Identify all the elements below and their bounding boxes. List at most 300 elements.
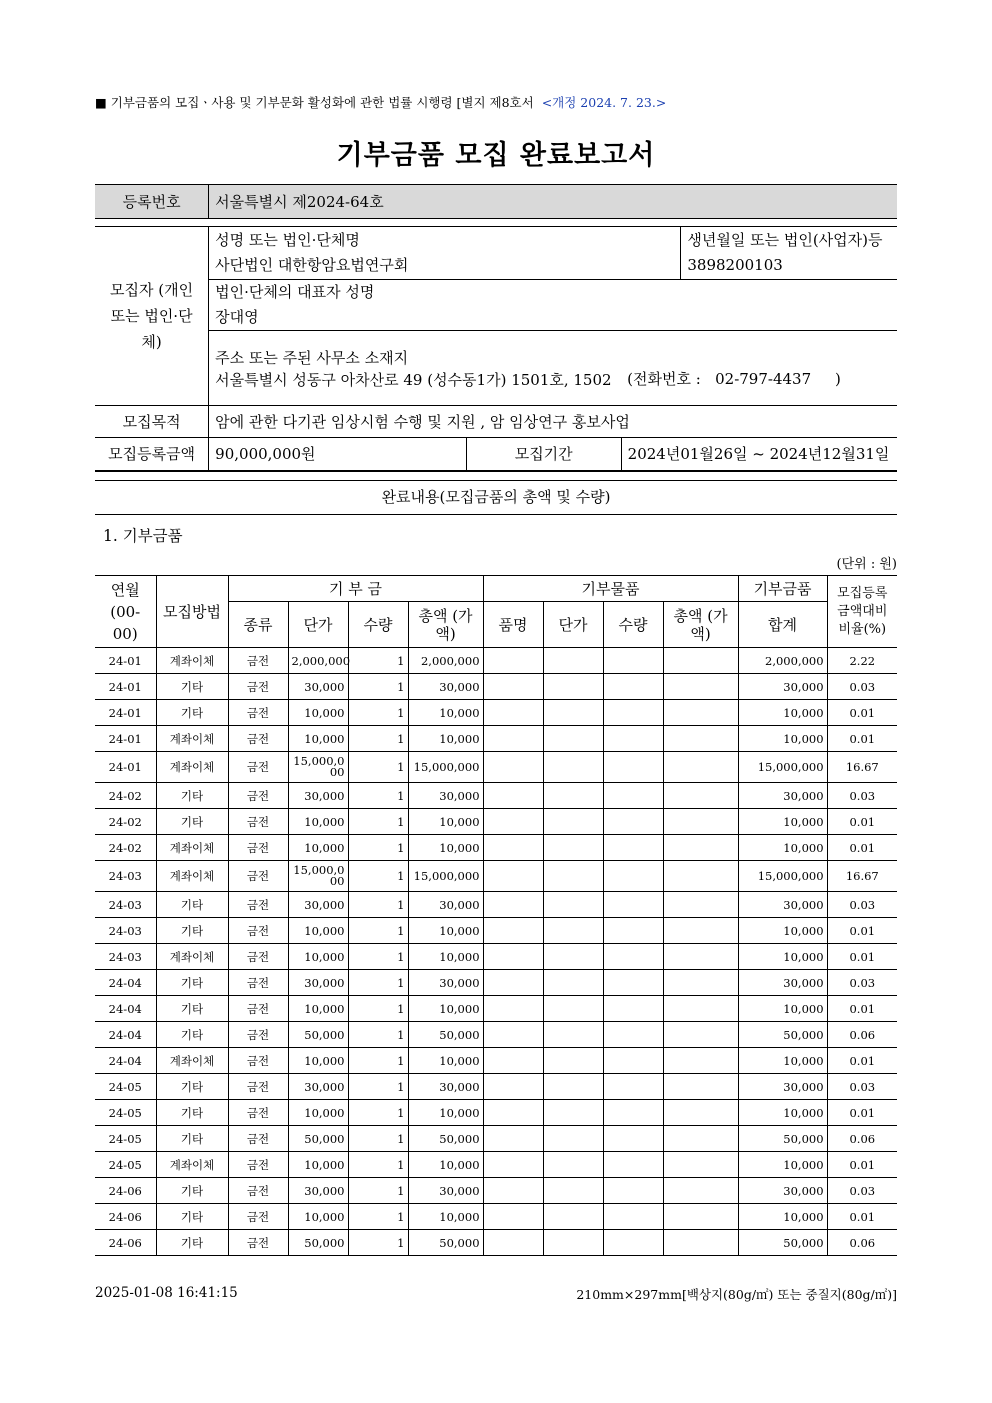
row-gunit	[543, 996, 603, 1022]
legal-reference	[95, 93, 666, 111]
row-qty: 1	[348, 648, 408, 674]
row-method: 계좌이체	[156, 1152, 228, 1178]
table-row	[95, 892, 897, 918]
row-item	[483, 648, 543, 674]
col-ratio: 모집등록 금액대비 비율(%)	[827, 576, 897, 648]
row-method: 기타	[156, 1126, 228, 1152]
amount-value: 90,000,000원	[209, 438, 467, 471]
row-item	[483, 1204, 543, 1230]
row-unit: 10,000	[288, 726, 348, 752]
row-gunit	[543, 1230, 603, 1256]
row-month: 24-02	[95, 809, 156, 835]
row-total: 30,000	[738, 970, 827, 996]
row-type: 금전	[228, 700, 288, 726]
row-gunit	[543, 1100, 603, 1126]
row-type: 금전	[228, 1022, 288, 1048]
row-item	[483, 1100, 543, 1126]
row-gunit	[543, 1126, 603, 1152]
col-type: 종류	[228, 602, 288, 648]
row-ratio: 0.01	[827, 944, 897, 970]
table-row	[95, 783, 897, 809]
row-type: 금전	[228, 861, 288, 892]
table-row	[95, 648, 897, 674]
row-unit: 10,000	[288, 944, 348, 970]
row-unit: 30,000	[288, 1178, 348, 1204]
id-label: 생년월일 또는 법인(사업자)등	[687, 231, 883, 249]
table-row	[95, 944, 897, 970]
row-item	[483, 944, 543, 970]
row-qty: 1	[348, 1074, 408, 1100]
row-gqty	[603, 1178, 663, 1204]
print-timestamp: 2025-01-08 16:41:15	[95, 1285, 238, 1301]
legal-reference-text: ■ 기부금품의 모집ㆍ사용 및 기부문화 활성화에 관한 법률 시행령 [별지 제8호서	[95, 95, 534, 110]
row-item	[483, 726, 543, 752]
row-sum: 10,000	[408, 1204, 483, 1230]
row-gqty	[603, 726, 663, 752]
row-sum: 10,000	[408, 726, 483, 752]
row-method: 계좌이체	[156, 944, 228, 970]
row-qty: 1	[348, 835, 408, 861]
row-month: 24-01	[95, 752, 156, 783]
row-ratio: 0.01	[827, 1100, 897, 1126]
row-ratio: 0.01	[827, 835, 897, 861]
row-total: 10,000	[738, 700, 827, 726]
row-gqty	[603, 861, 663, 892]
col-month: 연월 (00-00)	[95, 576, 156, 648]
row-sum: 30,000	[408, 674, 483, 700]
row-type: 금전	[228, 783, 288, 809]
row-month: 24-01	[95, 726, 156, 752]
row-gsum	[663, 700, 738, 726]
row-unit: 10,000	[288, 809, 348, 835]
row-gunit	[543, 970, 603, 996]
row-gunit	[543, 783, 603, 809]
row-qty: 1	[348, 918, 408, 944]
row-method: 기타	[156, 674, 228, 700]
row-ratio: 0.01	[827, 726, 897, 752]
row-item	[483, 996, 543, 1022]
row-month: 24-03	[95, 861, 156, 892]
col-item: 품명	[483, 602, 543, 648]
row-gsum	[663, 861, 738, 892]
row-method: 기타	[156, 700, 228, 726]
revision-note: <개정 2024. 7. 23.>	[541, 95, 667, 110]
row-item	[483, 1152, 543, 1178]
row-month: 24-05	[95, 1126, 156, 1152]
row-gsum	[663, 944, 738, 970]
row-method: 계좌이체	[156, 726, 228, 752]
row-unit: 10,000	[288, 1100, 348, 1126]
collector-label-text: 모집자 (개인 또는 법인·단체)	[110, 281, 194, 351]
collector-label	[95, 227, 209, 406]
row-qty: 1	[348, 726, 408, 752]
row-type: 금전	[228, 918, 288, 944]
row-method: 기타	[156, 892, 228, 918]
row-ratio: 16.67	[827, 752, 897, 783]
row-gqty	[603, 783, 663, 809]
row-ratio: 0.01	[827, 996, 897, 1022]
row-qty: 1	[348, 892, 408, 918]
row-sum: 30,000	[408, 970, 483, 996]
row-gqty	[603, 970, 663, 996]
row-total: 10,000	[738, 726, 827, 752]
row-unit: 30,000	[288, 892, 348, 918]
row-gsum	[663, 996, 738, 1022]
row-gunit	[543, 1074, 603, 1100]
row-gsum	[663, 809, 738, 835]
row-sum: 10,000	[408, 1100, 483, 1126]
row-month: 24-05	[95, 1100, 156, 1126]
row-unit: 10,000	[288, 835, 348, 861]
row-gqty	[603, 1230, 663, 1256]
row-gsum	[663, 1152, 738, 1178]
row-gqty	[603, 918, 663, 944]
row-gunit	[543, 700, 603, 726]
row-method: 기타	[156, 1230, 228, 1256]
purpose-label: 모집목적	[95, 406, 209, 438]
row-unit: 10,000	[288, 918, 348, 944]
row-month: 24-03	[95, 918, 156, 944]
row-unit: 15,000,000	[288, 861, 348, 892]
row-type: 금전	[228, 1178, 288, 1204]
table-row	[95, 1178, 897, 1204]
row-gsum	[663, 918, 738, 944]
row-sum: 2,000,000	[408, 648, 483, 674]
row-unit: 10,000	[288, 1204, 348, 1230]
row-gunit	[543, 861, 603, 892]
row-sum: 50,000	[408, 1022, 483, 1048]
row-gunit	[543, 1022, 603, 1048]
row-item	[483, 809, 543, 835]
row-month: 24-01	[95, 700, 156, 726]
row-qty: 1	[348, 996, 408, 1022]
period-value: 2024년01월26일 ~ 2024년12월31일	[621, 438, 897, 471]
row-sum: 15,000,000	[408, 861, 483, 892]
row-qty: 1	[348, 944, 408, 970]
row-gqty	[603, 648, 663, 674]
row-unit: 10,000	[288, 700, 348, 726]
row-type: 금전	[228, 1074, 288, 1100]
summary-title: 완료내용(모집금품의 총액 및 수량)	[95, 480, 897, 515]
row-ratio: 0.01	[827, 809, 897, 835]
row-qty: 1	[348, 1048, 408, 1074]
row-month: 24-04	[95, 1022, 156, 1048]
name-label: 성명 또는 법인·단체명	[215, 231, 360, 249]
row-type: 금전	[228, 835, 288, 861]
row-method: 기타	[156, 783, 228, 809]
donation-table	[95, 575, 897, 1256]
row-ratio: 0.03	[827, 1178, 897, 1204]
period-label: 모집기간	[466, 438, 621, 471]
row-qty: 1	[348, 752, 408, 783]
row-gunit	[543, 648, 603, 674]
row-qty: 1	[348, 861, 408, 892]
row-month: 24-06	[95, 1230, 156, 1256]
table-row	[95, 1074, 897, 1100]
row-ratio: 16.67	[827, 861, 897, 892]
row-gunit	[543, 1048, 603, 1074]
row-gunit	[543, 1152, 603, 1178]
phone-value: (전화번호 : 02-797-4437 )	[621, 331, 897, 406]
row-ratio: 0.01	[827, 700, 897, 726]
row-type: 금전	[228, 1048, 288, 1074]
paper-spec: 210mm×297mm[백상지(80g/㎡) 또는 중질지(80g/㎡)]	[576, 1287, 897, 1302]
row-gqty	[603, 1126, 663, 1152]
row-month: 24-04	[95, 1048, 156, 1074]
row-item	[483, 892, 543, 918]
row-gsum	[663, 1074, 738, 1100]
row-qty: 1	[348, 1100, 408, 1126]
row-month: 24-04	[95, 996, 156, 1022]
row-item	[483, 835, 543, 861]
row-gsum	[663, 1048, 738, 1074]
row-type: 금전	[228, 996, 288, 1022]
col-total-group: 기부금품	[738, 576, 827, 602]
col-qty: 수량	[348, 602, 408, 648]
row-month: 24-01	[95, 674, 156, 700]
row-sum: 10,000	[408, 1152, 483, 1178]
row-total: 2,000,000	[738, 648, 827, 674]
row-method: 기타	[156, 996, 228, 1022]
row-ratio: 0.06	[827, 1230, 897, 1256]
row-gsum	[663, 752, 738, 783]
row-sum: 10,000	[408, 944, 483, 970]
section-title: 1. 기부금품	[103, 527, 183, 545]
row-gunit	[543, 726, 603, 752]
row-method: 계좌이체	[156, 835, 228, 861]
row-gsum	[663, 1178, 738, 1204]
row-gsum	[663, 835, 738, 861]
row-gqty	[603, 809, 663, 835]
row-gqty	[603, 700, 663, 726]
rep-value: 장대영	[215, 308, 259, 326]
row-ratio: 0.03	[827, 970, 897, 996]
row-sum: 10,000	[408, 835, 483, 861]
table-row	[95, 1126, 897, 1152]
row-qty: 1	[348, 1204, 408, 1230]
table-row	[95, 1152, 897, 1178]
row-type: 금전	[228, 648, 288, 674]
row-gsum	[663, 1204, 738, 1230]
row-type: 금전	[228, 1152, 288, 1178]
row-type: 금전	[228, 1126, 288, 1152]
row-qty: 1	[348, 1230, 408, 1256]
row-unit: 2,000,000	[288, 648, 348, 674]
row-sum: 50,000	[408, 1126, 483, 1152]
row-type: 금전	[228, 892, 288, 918]
row-total: 50,000	[738, 1022, 827, 1048]
row-qty: 1	[348, 783, 408, 809]
row-gqty	[603, 1204, 663, 1230]
amount-label: 모집등록금액	[95, 438, 209, 471]
row-total: 10,000	[738, 809, 827, 835]
row-item	[483, 1022, 543, 1048]
row-gsum	[663, 1022, 738, 1048]
row-sum: 10,000	[408, 700, 483, 726]
row-sum: 30,000	[408, 892, 483, 918]
row-month: 24-02	[95, 835, 156, 861]
row-total: 10,000	[738, 1204, 827, 1230]
row-total: 10,000	[738, 996, 827, 1022]
row-method: 기타	[156, 1022, 228, 1048]
row-item	[483, 1074, 543, 1100]
row-sum: 10,000	[408, 1048, 483, 1074]
row-unit: 30,000	[288, 674, 348, 700]
row-gunit	[543, 835, 603, 861]
row-item	[483, 1178, 543, 1204]
row-ratio: 0.06	[827, 1126, 897, 1152]
row-unit: 10,000	[288, 996, 348, 1022]
row-unit: 30,000	[288, 970, 348, 996]
row-method: 기타	[156, 1178, 228, 1204]
row-method: 계좌이체	[156, 752, 228, 783]
row-unit: 15,000,000	[288, 752, 348, 783]
row-month: 24-03	[95, 944, 156, 970]
row-type: 금전	[228, 1100, 288, 1126]
row-unit: 30,000	[288, 783, 348, 809]
table-row	[95, 918, 897, 944]
col-sum: 총액 (가액)	[408, 602, 483, 648]
row-unit: 10,000	[288, 1048, 348, 1074]
table-row	[95, 861, 897, 892]
row-qty: 1	[348, 700, 408, 726]
row-month: 24-04	[95, 970, 156, 996]
row-gqty	[603, 1074, 663, 1100]
row-total: 30,000	[738, 674, 827, 700]
row-total: 10,000	[738, 944, 827, 970]
row-unit: 50,000	[288, 1022, 348, 1048]
table-row	[95, 752, 897, 783]
row-sum: 30,000	[408, 1074, 483, 1100]
table-row	[95, 1230, 897, 1256]
row-total: 10,000	[738, 1100, 827, 1126]
row-gqty	[603, 996, 663, 1022]
row-type: 금전	[228, 752, 288, 783]
row-qty: 1	[348, 970, 408, 996]
row-method: 계좌이체	[156, 861, 228, 892]
row-total: 30,000	[738, 892, 827, 918]
col-method: 모집방법	[156, 576, 228, 648]
table-row	[95, 809, 897, 835]
row-item	[483, 1230, 543, 1256]
row-gunit	[543, 674, 603, 700]
registration-value: 서울특별시 제2024-64호	[209, 185, 897, 219]
table-row	[95, 700, 897, 726]
row-type: 금전	[228, 674, 288, 700]
row-unit: 50,000	[288, 1230, 348, 1256]
col-hap: 합계	[738, 602, 827, 648]
row-gsum	[663, 1100, 738, 1126]
row-gsum	[663, 1126, 738, 1152]
unit-label: (단위 : 원)	[836, 557, 897, 572]
row-gqty	[603, 835, 663, 861]
row-gqty	[603, 1152, 663, 1178]
row-sum: 10,000	[408, 918, 483, 944]
row-gqty	[603, 892, 663, 918]
row-item	[483, 700, 543, 726]
row-gqty	[603, 752, 663, 783]
row-gunit	[543, 752, 603, 783]
table-row	[95, 726, 897, 752]
row-sum: 30,000	[408, 1178, 483, 1204]
row-total: 30,000	[738, 1178, 827, 1204]
id-value: 3898200103	[687, 256, 783, 274]
row-qty: 1	[348, 1178, 408, 1204]
table-row	[95, 970, 897, 996]
row-item	[483, 752, 543, 783]
row-gsum	[663, 726, 738, 752]
row-total: 30,000	[738, 1074, 827, 1100]
row-type: 금전	[228, 1230, 288, 1256]
row-gunit	[543, 944, 603, 970]
col-gsum: 총액 (가액)	[663, 602, 738, 648]
row-qty: 1	[348, 1152, 408, 1178]
row-gqty	[603, 1048, 663, 1074]
row-item	[483, 970, 543, 996]
row-gsum	[663, 648, 738, 674]
row-ratio: 0.03	[827, 1074, 897, 1100]
col-gqty: 수량	[603, 602, 663, 648]
row-total: 15,000,000	[738, 752, 827, 783]
table-row	[95, 1100, 897, 1126]
row-month: 24-05	[95, 1074, 156, 1100]
row-gunit	[543, 1178, 603, 1204]
row-sum: 30,000	[408, 783, 483, 809]
table-row	[95, 835, 897, 861]
row-month: 24-02	[95, 783, 156, 809]
row-item	[483, 674, 543, 700]
row-type: 금전	[228, 809, 288, 835]
row-item	[483, 1126, 543, 1152]
row-gsum	[663, 783, 738, 809]
row-sum: 15,000,000	[408, 752, 483, 783]
row-ratio: 2.22	[827, 648, 897, 674]
row-type: 금전	[228, 970, 288, 996]
row-method: 계좌이체	[156, 648, 228, 674]
row-gunit	[543, 809, 603, 835]
table-row	[95, 1204, 897, 1230]
col-goods-group: 기부물품	[483, 576, 738, 602]
row-gsum	[663, 970, 738, 996]
col-money-group: 기 부 금	[228, 576, 483, 602]
row-month: 24-06	[95, 1178, 156, 1204]
table-row	[95, 674, 897, 700]
row-gqty	[603, 1100, 663, 1126]
row-item	[483, 1048, 543, 1074]
table-row	[95, 1048, 897, 1074]
addr-label: 주소 또는 주된 사무소 소재지	[215, 349, 409, 367]
row-sum: 10,000	[408, 996, 483, 1022]
row-method: 기타	[156, 1074, 228, 1100]
row-method: 기타	[156, 809, 228, 835]
col-unit: 단가	[288, 602, 348, 648]
row-ratio: 0.06	[827, 1022, 897, 1048]
row-gsum	[663, 674, 738, 700]
row-gunit	[543, 892, 603, 918]
row-qty: 1	[348, 1022, 408, 1048]
row-qty: 1	[348, 674, 408, 700]
row-total: 30,000	[738, 783, 827, 809]
row-total: 50,000	[738, 1230, 827, 1256]
row-total: 10,000	[738, 918, 827, 944]
row-gunit	[543, 918, 603, 944]
row-qty: 1	[348, 809, 408, 835]
row-total: 10,000	[738, 1048, 827, 1074]
row-item	[483, 918, 543, 944]
row-month: 24-05	[95, 1152, 156, 1178]
row-method: 기타	[156, 970, 228, 996]
row-total: 10,000	[738, 1152, 827, 1178]
